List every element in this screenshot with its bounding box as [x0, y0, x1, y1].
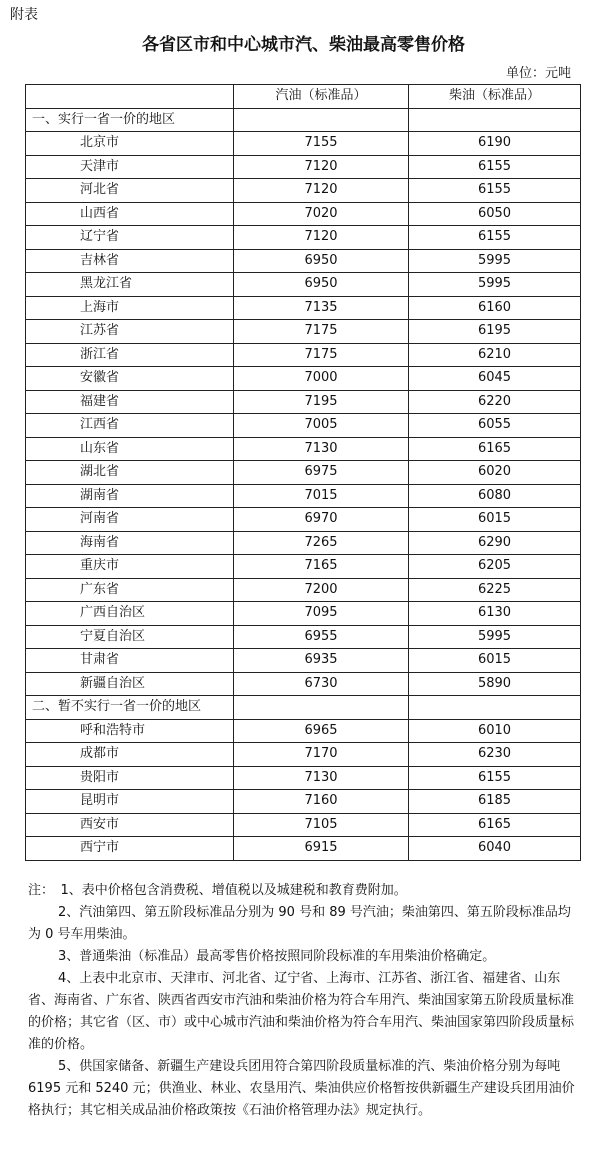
region-name: 甘肃省 [26, 649, 234, 673]
empty-cell [234, 108, 409, 132]
diesel-price: 6040 [409, 837, 581, 861]
gasoline-price: 7135 [234, 296, 409, 320]
diesel-price: 5995 [409, 273, 581, 297]
table-row [26, 273, 581, 297]
region-name: 辽宁省 [26, 226, 234, 250]
region-name: 河南省 [26, 508, 234, 532]
section-label: 一、实行一省一价的地区 [26, 108, 234, 132]
diesel-price: 6055 [409, 414, 581, 438]
table-row [26, 367, 581, 391]
diesel-price: 6045 [409, 367, 581, 391]
region-name: 昆明市 [26, 790, 234, 814]
diesel-price: 6050 [409, 202, 581, 226]
gasoline-price: 6970 [234, 508, 409, 532]
diesel-price: 6015 [409, 649, 581, 673]
table-row [26, 508, 581, 532]
gasoline-price: 7000 [234, 367, 409, 391]
table-row [26, 226, 581, 250]
gasoline-price: 7195 [234, 390, 409, 414]
region-name: 呼和浩特市 [26, 719, 234, 743]
table-row [26, 202, 581, 226]
table-row [26, 484, 581, 508]
empty-cell [234, 696, 409, 720]
table-row [26, 390, 581, 414]
gasoline-price: 6915 [234, 837, 409, 861]
gasoline-price: 6950 [234, 273, 409, 297]
gasoline-price: 7165 [234, 555, 409, 579]
table-row [26, 743, 581, 767]
note-2: 2、汽油第四、第五阶段标准品分别为 90 号和 89 号汽油；柴油第四、第五阶段标准品均为 0 号车用柴油。 [28, 905, 571, 942]
region-name: 成都市 [26, 743, 234, 767]
diesel-price: 6220 [409, 390, 581, 414]
diesel-price: 6155 [409, 226, 581, 250]
diesel-price: 6020 [409, 461, 581, 485]
gasoline-price: 6935 [234, 649, 409, 673]
region-name: 上海市 [26, 296, 234, 320]
table-row [26, 414, 581, 438]
diesel-price: 6230 [409, 743, 581, 767]
table-row [26, 132, 581, 156]
gasoline-price: 7005 [234, 414, 409, 438]
region-name: 江苏省 [26, 320, 234, 344]
diesel-price: 6190 [409, 132, 581, 156]
empty-cell [409, 108, 581, 132]
diesel-price: 6165 [409, 437, 581, 461]
gasoline-price: 7160 [234, 790, 409, 814]
gasoline-price: 7265 [234, 531, 409, 555]
table-row [26, 602, 581, 626]
diesel-price: 6155 [409, 766, 581, 790]
table-row [26, 461, 581, 485]
gasoline-price: 7105 [234, 813, 409, 837]
region-name: 北京市 [26, 132, 234, 156]
region-name: 广东省 [26, 578, 234, 602]
header-gasoline: 汽油（标准品） [234, 85, 409, 109]
table-row [26, 437, 581, 461]
section-row [26, 108, 581, 132]
table-row [26, 179, 581, 203]
region-name: 福建省 [26, 390, 234, 414]
diesel-price: 5890 [409, 672, 581, 696]
diesel-price: 6015 [409, 508, 581, 532]
diesel-price: 6010 [409, 719, 581, 743]
diesel-price: 6210 [409, 343, 581, 367]
gasoline-price: 7200 [234, 578, 409, 602]
table-row [26, 790, 581, 814]
price-table [25, 84, 581, 861]
region-name: 河北省 [26, 179, 234, 203]
table-row [26, 649, 581, 673]
notes-section [28, 880, 576, 1122]
region-name: 湖南省 [26, 484, 234, 508]
diesel-price: 6160 [409, 296, 581, 320]
region-name: 浙江省 [26, 343, 234, 367]
diesel-price: 6195 [409, 320, 581, 344]
region-name: 天津市 [26, 155, 234, 179]
table-row [26, 296, 581, 320]
empty-cell [409, 696, 581, 720]
diesel-price: 6205 [409, 555, 581, 579]
region-name: 新疆自治区 [26, 672, 234, 696]
table-row [26, 837, 581, 861]
gasoline-price: 7120 [234, 226, 409, 250]
gasoline-price: 7175 [234, 320, 409, 344]
gasoline-price: 7015 [234, 484, 409, 508]
note-1: 注： 1、表中价格包含消费税、增值税以及城建税和教育费附加。 [28, 883, 407, 898]
appendix-label: 附表 [10, 7, 38, 23]
diesel-price: 6155 [409, 179, 581, 203]
gasoline-price: 6975 [234, 461, 409, 485]
note-4: 4、上表中北京市、天津市、河北省、辽宁省、上海市、江苏省、浙江省、福建省、山东省、海南省、广东省、陕西省西安市汽油和柴油价格为符合车用汽、柴油国家第五阶段质量标准的价格；其它省（区、市）或中心城市汽油和柴油价格为符合车用汽、柴油国家第四阶段质量标准的价格。 [28, 971, 575, 1052]
diesel-price: 6165 [409, 813, 581, 837]
table-row [26, 766, 581, 790]
gasoline-price: 7120 [234, 155, 409, 179]
region-name: 江西省 [26, 414, 234, 438]
gasoline-price: 6730 [234, 672, 409, 696]
diesel-price: 6080 [409, 484, 581, 508]
region-name: 广西自治区 [26, 602, 234, 626]
region-name: 西宁市 [26, 837, 234, 861]
unit-label: 单位：元吨 [505, 66, 571, 81]
gasoline-price: 7155 [234, 132, 409, 156]
diesel-price: 5995 [409, 249, 581, 273]
diesel-price: 6185 [409, 790, 581, 814]
region-name: 山东省 [26, 437, 234, 461]
table-row [26, 531, 581, 555]
region-name: 山西省 [26, 202, 234, 226]
gasoline-price: 6965 [234, 719, 409, 743]
note-3: 3、普通柴油（标准品）最高零售价格按照同阶段标准的车用柴油价格确定。 [58, 949, 496, 964]
diesel-price: 6155 [409, 155, 581, 179]
note-5: 5、供国家储备、新疆生产建设兵团用符合第四阶段质量标准的汽、柴油价格分别为每吨 6195 元和 5240 元；供渔业、林业、农垦用汽、柴油供应价格暂按供新疆生产建设兵团用油价格执行；其它相关成品油价格政策按《石油价格管理办法》规定执行。 [28, 1059, 575, 1118]
gasoline-price: 7130 [234, 766, 409, 790]
region-name: 黑龙江省 [26, 273, 234, 297]
diesel-price: 5995 [409, 625, 581, 649]
region-name: 重庆市 [26, 555, 234, 579]
table-row [26, 672, 581, 696]
region-name: 西安市 [26, 813, 234, 837]
header-region [26, 85, 234, 109]
header-diesel: 柴油（标准品） [409, 85, 581, 109]
table-row [26, 343, 581, 367]
diesel-price: 6225 [409, 578, 581, 602]
region-name: 宁夏自治区 [26, 625, 234, 649]
section-row [26, 696, 581, 720]
table-row [26, 625, 581, 649]
table-row [26, 155, 581, 179]
gasoline-price: 7170 [234, 743, 409, 767]
table-row [26, 813, 581, 837]
page-title: 各省区市和中心城市汽、柴油最高零售价格 [142, 35, 465, 55]
gasoline-price: 6955 [234, 625, 409, 649]
gasoline-price: 7120 [234, 179, 409, 203]
region-name: 安徽省 [26, 367, 234, 391]
region-name: 湖北省 [26, 461, 234, 485]
diesel-price: 6290 [409, 531, 581, 555]
gasoline-price: 7095 [234, 602, 409, 626]
diesel-price: 6130 [409, 602, 581, 626]
gasoline-price: 7175 [234, 343, 409, 367]
gasoline-price: 7020 [234, 202, 409, 226]
table-row [26, 320, 581, 344]
table-row [26, 578, 581, 602]
table-row [26, 555, 581, 579]
region-name: 贵阳市 [26, 766, 234, 790]
section-label: 二、暂不实行一省一价的地区 [26, 696, 234, 720]
gasoline-price: 7130 [234, 437, 409, 461]
region-name: 吉林省 [26, 249, 234, 273]
gasoline-price: 6950 [234, 249, 409, 273]
table-row [26, 719, 581, 743]
table-header-row [26, 85, 581, 109]
region-name: 海南省 [26, 531, 234, 555]
table-row [26, 249, 581, 273]
